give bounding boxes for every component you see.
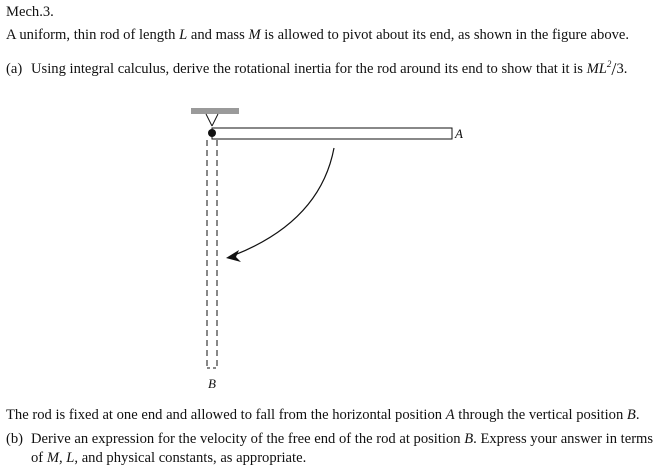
pivot-point — [208, 129, 216, 137]
var-L: L — [179, 27, 188, 43]
inertia-formula: $ML^2/3$ — [586, 59, 624, 79]
part-a-question: (a) Using integral calculus, derive the rotational inertia for the rod around its end to show that it is $ML^2/3$. — [6, 59, 628, 79]
part-b-question-continued: of M, L, and physical constants, as appropriate. — [31, 450, 307, 466]
part-b-marker: (b) — [6, 431, 24, 447]
part-a-marker: (a) — [6, 61, 23, 77]
rod-horizontal — [212, 128, 452, 139]
problem-statement: The rod is fixed at one end and allowed to fall from the horizontal position A through the vertical position B. — [6, 407, 640, 423]
problem-intro: A uniform, thin rod of length L and mass M is allowed to pivot about its end, as shown in the figure above. — [6, 27, 630, 43]
part-b-question: (b) Derive an expression for the velocity of the free end of the rod at position B. Express your answer in terms — [6, 431, 654, 447]
problem-heading: Mech.3. — [6, 4, 54, 20]
pivot-hanger-left — [206, 114, 212, 126]
pivot-hanger-right — [212, 114, 218, 126]
var-M: M — [248, 27, 261, 43]
fall-arc — [232, 148, 334, 256]
label-b: B — [208, 376, 216, 391]
label-a: A — [455, 126, 463, 141]
arrow-head-icon — [226, 250, 241, 262]
ceiling-support — [191, 108, 239, 114]
